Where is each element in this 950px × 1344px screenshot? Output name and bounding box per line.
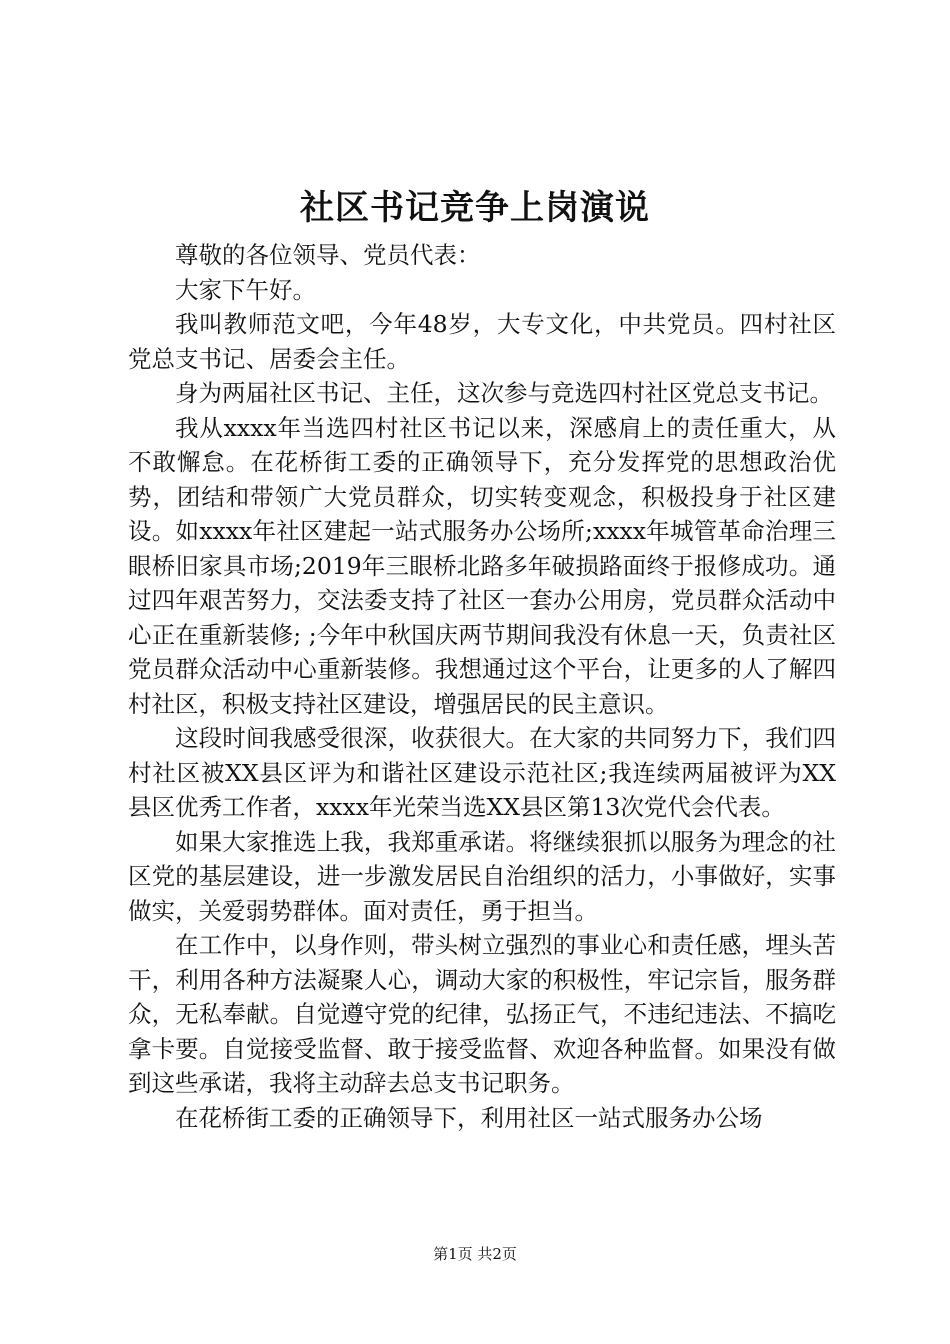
paragraph-greeting: 大家下午好。 <box>175 275 316 304</box>
paragraph-continued: 在花桥街工委的正确领导下，利用社区一站式服务办公场 <box>175 1103 763 1132</box>
document-body <box>128 238 836 1135</box>
page-number-footer: 第1页 共2页 <box>433 1245 517 1263</box>
paragraph-introduction: 我叫教师范文吧，今年48岁，大专文化，中共党员。四村社区党总支书记、居委会主任。 <box>128 310 836 373</box>
paragraph-achievements: 我从xxxx年当选四村社区书记以来，深感肩上的责任重大，从不敢懈怠。在花桥街工委的正确领导下，充分发挥党的思想政治优势，团结和带领广大党员群众，切实转变观念，积极投身于社区建设。如xxxx年社区建起一站式服务办公场所;xxxx年城管革命治理三眼桥旧家具市场;2019年三眼桥北路多年破损路面终于报修成功。通过四年艰苦努力，交法委支持了社区一套办公用房，党员群众活动中心正在重新装修; ;今年中秋国庆两节期间我没有休息一天，负责社区党员群众活动中心重新装修。我想通过这个平台，让更多的人了解四村社区，积极支持社区建设，增强居民的民主意识。 <box>128 413 836 718</box>
paragraph-candidacy: 身为两届社区书记、主任，这次参与竞选四村社区党总支书记。 <box>175 379 833 407</box>
paragraph-salutation: 尊敬的各位领导、党员代表： <box>175 241 481 269</box>
document-title: 社区书记竞争上岗演说 <box>300 188 650 228</box>
paragraph-commitment: 如果大家推选上我，我郑重承诺。将继续狠抓以服务为理念的社区党的基层建设，进一步激发居民自治组织的活力，小事做好，实事做实，关爱弱势群体。面对责任，勇于担当。 <box>128 827 836 925</box>
paragraph-work-conduct: 在工作中，以身作则，带头树立强烈的事业心和责任感，埋头苦干，利用各种方法凝聚人心，调动大家的积极性，牢记宗旨，服务群众，无私奉献。自觉遵守党的纪律，弘扬正气，不违纪违法、不搞吃拿卡要。自觉接受监督、敢于接受监督、欢迎各种监督。如果没有做到这些承诺，我将主动辞去总支书记职务。 <box>128 931 836 1097</box>
paragraph-honors: 这段时间我感受很深，收获很大。在大家的共同努力下，我们四村社区被XX县区评为和谐社区建设示范社区;我连续两届被评为XX县区优秀工作者，xxxx年光荣当选XX县区第13次党代会代表。 <box>128 724 836 821</box>
